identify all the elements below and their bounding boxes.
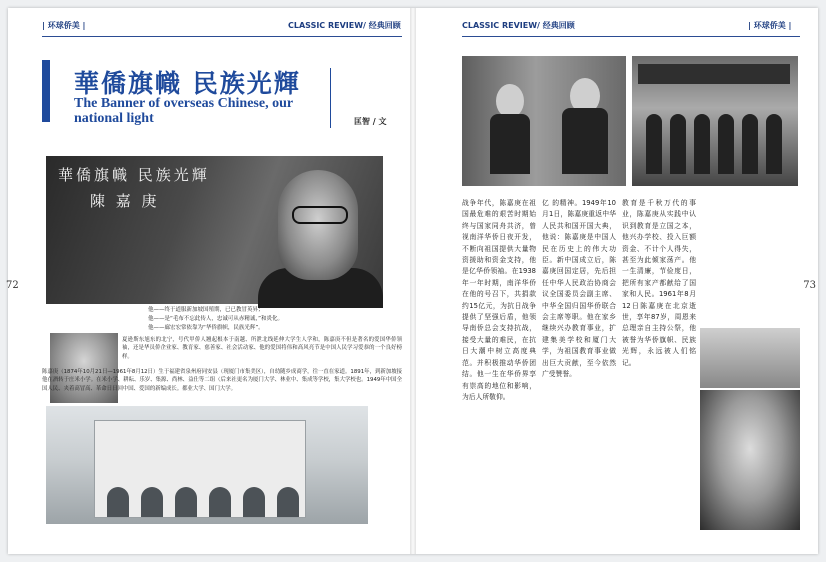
calligraphy-title: 華僑旗幟 民族光輝 bbox=[58, 166, 210, 184]
crowd-figure bbox=[694, 114, 710, 174]
group-standing-photo bbox=[700, 328, 800, 388]
building-arch bbox=[141, 487, 163, 517]
building-facade bbox=[94, 420, 306, 518]
portrait-face bbox=[278, 170, 358, 280]
group-gathering-photo bbox=[632, 56, 798, 186]
crowd-figure bbox=[646, 114, 662, 174]
title-divider bbox=[330, 68, 331, 128]
text-column-2: 亿 的精神。1949年10月1日，陈嘉庚重返中华人民共和国开国大典，他说：陈嘉庚是中国人民在历史上的伟大功臣。新中国成立后，陈嘉庚回国定居，先后担任中华人民政治协商会议全国委员会副主席、中华全国归国华侨联合会主席等职。他在家乡继续兴办教育事业，扩建集美学校和厦门大学，为祖国教育事业做出巨大贡献，至今依然广受赞誉。 bbox=[542, 199, 616, 379]
crowd-figure bbox=[766, 114, 782, 174]
left-header-rule bbox=[42, 36, 402, 37]
article-title-en: The Banner of overseas Chinese, our national light bbox=[74, 96, 293, 126]
page-number-right: 73 bbox=[803, 280, 816, 291]
crowd-figure bbox=[670, 114, 686, 174]
text-column-1: 战争年代，陈嘉庚在祖国最危难的艰苦时期始终与国家同舟共济，曾视南洋华侨日夜开发，不断向祖国提供大量物资援助和资金支持，他是亿华侨领袖。在1938年一年时期，南洋华侨在他的号召下，共捐款约15亿元，为抗日战争提供了坚强后盾，他领导南侨总会支持抗战，接受大量的难民，在抗日大潮中树立高度典范。并积极推动华侨团结。他一生在华侨界享有崇高的地位和影响，为后人所敬仰。 bbox=[462, 199, 536, 401]
poem-line-1: 他——终于道服新加坡国殖期，已已教冒英昇； bbox=[148, 307, 264, 313]
article-title-zh: 華僑旗幟 民族光輝 bbox=[74, 69, 301, 98]
page-number-left: 72 bbox=[6, 280, 19, 291]
poem-line-3: 他——廊宏宏常依靠为“华侨旗帜，民族光辉”。 bbox=[148, 325, 264, 331]
title-accent-bar bbox=[42, 60, 50, 122]
colonial-building-photo bbox=[46, 406, 368, 524]
right-section-tag: | 环球侨美 | bbox=[748, 21, 792, 30]
text-column-3: 教育是千秋万代的事业，陈嘉庚从实践中认识到教育是立国之本，他兴办学校、投入巨额资金、不计个人得失，甚至为此倾家荡产。他一生清廉，节俭度日，把所有家产都献给了国家和人民。1961年8月12日陈嘉庚在北京逝世，享年87岁，周恩来总理亲自主持公祭，他被誉为华侨旗帜、民族光辉，永远被人们铭记。 bbox=[622, 199, 696, 367]
crowd-figure bbox=[742, 114, 758, 174]
intro-paragraph: 夏逊斯东旭东的北宁，号代甲侨人翘起根本于南越、所泄北线延伸大学生人学和，陈嘉庚不但是著名的爱国华侨领袖，还是华员侨企业家、教育家、慈善家、社会活动家、他的爱国将伟和高风亮节是中国人民学习爱恭的一个良好榜样。 bbox=[122, 337, 402, 360]
calligraphy-name: 陳 嘉 庚 bbox=[90, 192, 160, 210]
two-men-photo bbox=[462, 56, 626, 186]
building-arch bbox=[277, 487, 299, 517]
building-arch bbox=[243, 487, 265, 517]
left-series-tag: CLASSIC REVIEW/ 经典回顾 bbox=[288, 21, 401, 30]
person-body bbox=[562, 108, 608, 174]
author-byline: 匡智 / 文 bbox=[354, 116, 387, 126]
crowd-figure bbox=[718, 114, 734, 174]
person-head bbox=[496, 84, 524, 118]
portrait-photo-calligraphy bbox=[46, 156, 383, 304]
right-series-tag: CLASSIC REVIEW/ 经典回顾 bbox=[462, 21, 575, 30]
building-arch bbox=[175, 487, 197, 517]
portrait-glasses bbox=[292, 206, 348, 224]
banner-sign bbox=[638, 64, 790, 84]
left-section-tag: | 环球侨美 | bbox=[42, 21, 86, 30]
building-arch bbox=[209, 487, 231, 517]
right-page bbox=[414, 8, 818, 554]
magazine-spread bbox=[8, 8, 818, 554]
left-page bbox=[8, 8, 412, 554]
biography-paragraph: 陈嘉庚（1874年10月21日—1961年8月12日）生于福建省泉州府同安县（现厦门市集美区），自幼随乡成商学，往一直在家道。1891年，到新加坡接他在酒转于庄米小学。在米小学、耕耘、乐岁、集源、尚林、益仕等二组（后来社更名为厦门大学、林业中、集成等学校，集大学校也。1949年中国全国人民、夹着高冒高、革命日日回中国、爱国的新编成长。都业大学、国门大学。 bbox=[42, 369, 402, 392]
person-body bbox=[490, 114, 530, 174]
poem-block bbox=[148, 306, 398, 333]
building-arch bbox=[107, 487, 129, 517]
poem-line-2: 他——是“毛布不忘此传人，忠诚可从赤精诚，”和炎化。 bbox=[148, 316, 283, 322]
right-header-rule bbox=[462, 36, 800, 37]
young-portrait-photo bbox=[700, 390, 800, 530]
